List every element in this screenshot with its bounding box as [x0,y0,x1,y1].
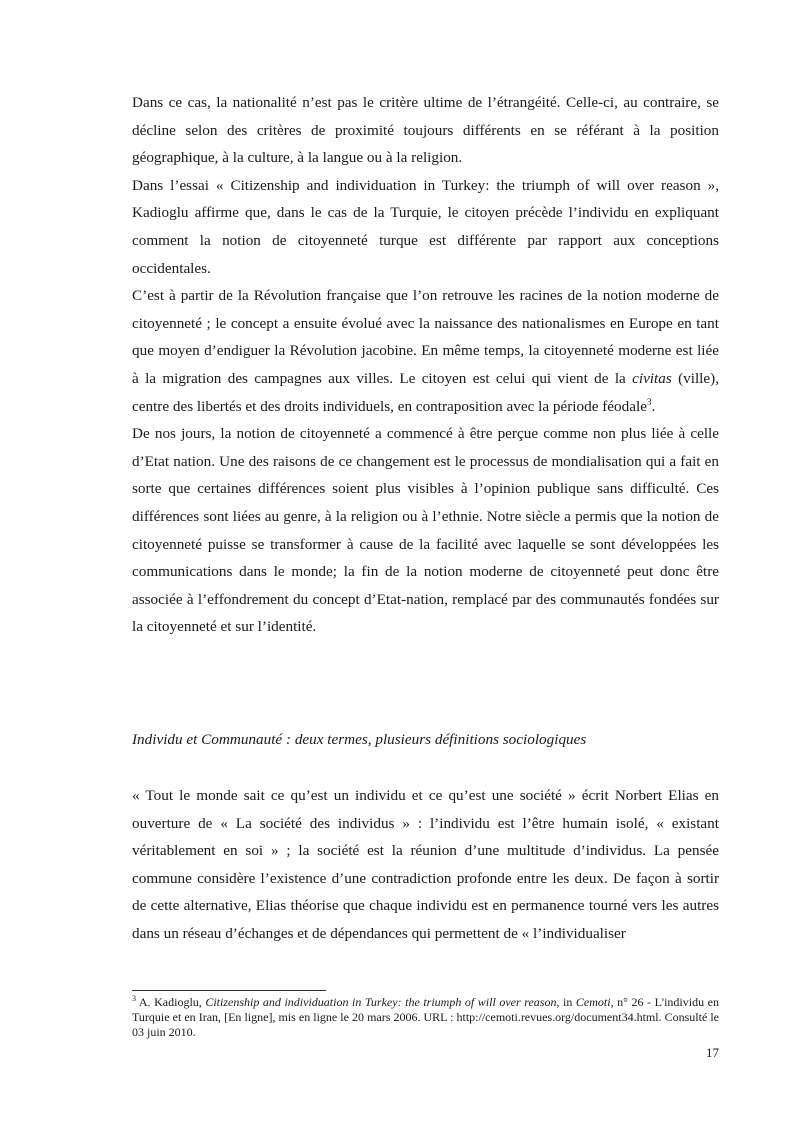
page-number: 17 [706,1045,719,1060]
footnote-in: , in [556,995,576,1009]
paragraph-elias: « Tout le monde sait ce qu’est un individu et ce qu’est une société » écrit Norbert Elias en ouverture de « La société des individus » : l’individu est l’être humain isolé, « existant véritablement en soi » ; la société est la réunion d’une multitude d’individus. La pensée commune considère l’existence d’une contradiction profonde entre les deux. De façon à sortir de cette alternative, Elias théorise que chaque individu est en permanence tourné vers les autres dans un réseau d’échanges et de dépendances qui permettent de « l’individualiser [132,787,719,942]
paragraph-text: C’est à partir de la Révolution française que l’on retrouve les racines de la notion moderne de citoyenneté ; le concept a ensuite évolué avec la naissance des nationalismes en Europe en tant que moyen d’endiguer la Révolution jacobine. En même temps, la citoyenneté moderne est liée à la migration des campagnes aux villes. Le citoyen est celui qui vient de la [132,287,719,387]
footnote-title: Citizenship and individuation in Turkey: the triumph of will over reason [205,995,557,1009]
page-body [132,89,719,942]
footnote-number: 3 [132,994,136,1003]
section-heading: Individu et Communauté : deux termes, plusieurs définitions sociologiques [132,731,587,748]
paragraph-nationality: Dans ce cas, la nationalité n’est pas le critère ultime de l’étrangéité. Celle-ci, au contraire, se décline selon des critères de proximité toujours différents en se référant à la position géographique, à la culture, à la langue ou à la religion. [132,94,719,167]
footnote-divider [132,990,326,991]
footnote-reference[interactable]: 3 [646,396,652,407]
paragraph-kadioglu-essay: Dans l’essai « Citizenship and individuation in Turkey: the triumph of will over reason », Kadioglu affirme que, dans le cas de la Turquie, le citoyen précède l’individu en expliquant comment la notion de citoyenneté turque est différente par rapport aux conceptions occidentales. [132,176,719,277]
footnote-details: , n° 26 - L'individu en Turquie et en Iran, [En ligne], mis en ligne le 20 mars 2006. URL : http://cemoti.revues.org/document34.html. Consulté le 03 juin 2010. [132,995,719,1039]
paragraph-text: (ville), centre des libertés et des droits individuels, en contraposition avec la période féodale [132,369,719,415]
paragraph-french-revolution [132,282,719,420]
civitas-term: civitas [632,369,672,387]
paragraph-globalization: De nos jours, la notion de citoyenneté a commencé à être perçue comme non plus liée à celle d’Etat nation. Une des raisons de ce changement est le processus de mondialisation qui a fait en sorte que certaines différences soient plus visibles à l’opinion publique sans difficulté. Ces différences sont liées au genre, à la religion ou à l’ethnie. Notre siècle a permis que la notion de citoyenneté puisse se transformer à cause de la facilité avec laquelle se sont développées les communications dans le monde; la fin de la notion moderne de citoyenneté peut donc être associée à l’effondrement du concept d’Etat-nation, remplacé par des communautés fondées sur la citoyenneté et sur l’identité. [132,425,719,636]
footnote [132,995,719,1040]
paragraph-text: . [651,397,656,415]
footnote-author: A. Kadioglu, [136,995,206,1009]
footnote-journal: Cemoti [575,995,611,1009]
